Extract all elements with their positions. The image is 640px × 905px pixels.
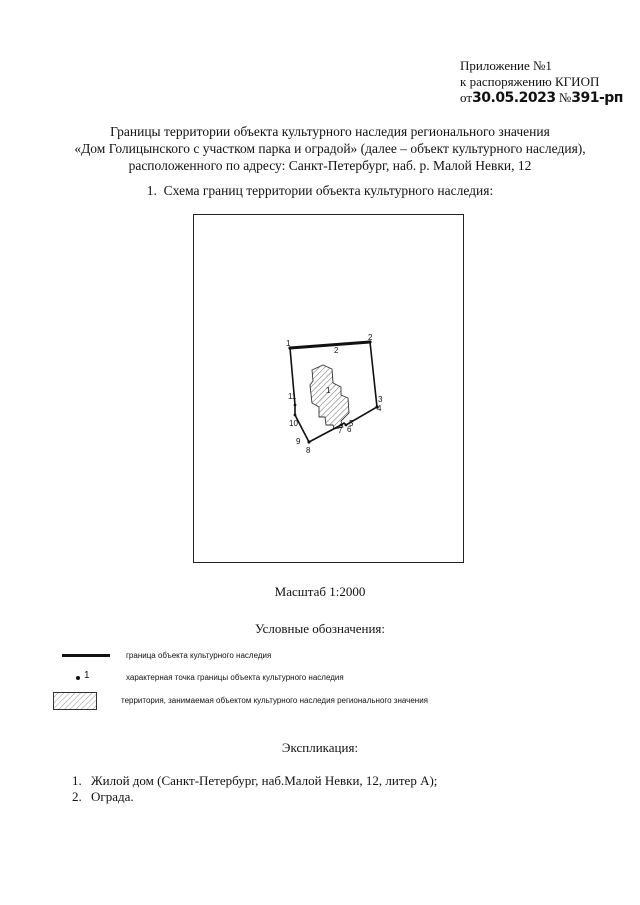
legend-point-text: характерная точка границы объекта культурного наследия [126,673,344,682]
heritage-building-area [310,365,349,429]
legend-hatch-text: территория, занимаемая объектом культурного наследия регионального значения [121,696,428,705]
title-line-1: Границы территории объекта культурного наследия регионального значения [110,124,550,139]
explication-text-2: Ограда. [91,789,134,804]
document-title [40,123,620,174]
appendix-line-3 [460,90,623,106]
point-label-2: 2 [368,333,373,342]
point-label-5: 5 [349,419,354,428]
section-heading [0,183,640,199]
explication-title: Экспликация: [281,740,359,755]
legend-line-symbol [62,654,110,657]
explication-item-2 [72,789,134,805]
legend-line-text: граница объекта культурного наследия [126,651,272,660]
section-number: 1. [146,183,157,198]
boundary-scheme-frame [193,214,464,563]
point-label-8: 8 [306,446,311,455]
legend-point-number: 1 [84,670,90,681]
legend-title: Условные обозначения: [254,621,386,636]
point-label-3: 3 [378,395,383,404]
appendix-date: 30.05.2023 [472,90,556,106]
explication-text-1: Жилой дом (Санкт-Петербург, наб.Малой Невки, 12, литер А); [91,773,438,788]
boundary-line-thick [290,342,370,348]
boundary-scheme [194,215,465,564]
point-label-6: 6 [347,425,352,434]
appendix-number: 391-рп [571,90,623,106]
explication-item-1 [72,773,437,789]
map-scale: Масштаб 1:2000 [274,584,366,599]
point-label-9: 9 [296,437,301,446]
legend-point-symbol [76,676,80,680]
title-line-2: «Дом Голицынского с участком парка и оградой» (далее – объект культурного наследия), [74,141,586,156]
segment-label-fence: 2 [334,346,339,355]
section-text: Схема границ территории объекта культурного наследия: [163,183,494,198]
explication-num-1: 1. [72,773,82,788]
appendix-no-label: № [558,90,572,105]
appendix-line-2: к распоряжению КГИОП [460,74,600,89]
point-label-4: 4 [377,404,382,413]
point-label-11: 11 [288,392,297,401]
explication-num-2: 2. [72,789,82,804]
legend-hatch-symbol [53,692,97,710]
building-label: 1 [326,386,331,395]
title-line-3: расположенного по адресу: Санкт-Петербург, наб. р. Малой Невки, 12 [128,158,532,173]
point-label-1: 1 [286,339,291,348]
point-label-7: 7 [338,426,343,435]
appendix-header [460,58,623,106]
point-label-10: 10 [289,419,298,428]
appendix-prefix: от [460,90,473,105]
appendix-line-1: Приложение №1 [460,58,552,73]
